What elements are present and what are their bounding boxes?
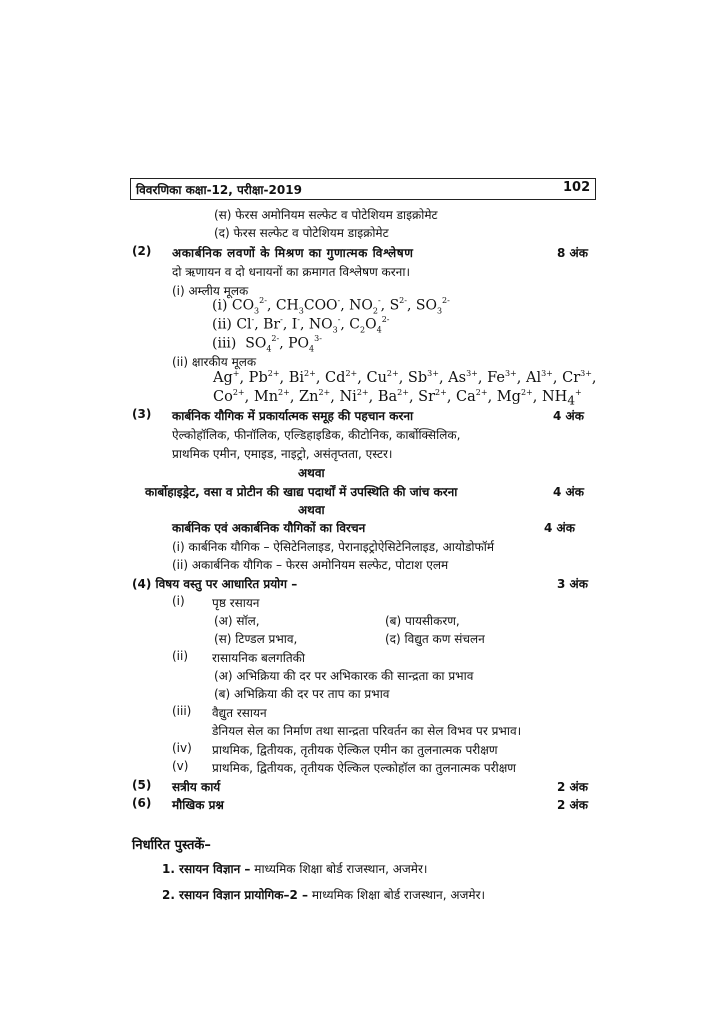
s4-i-title: पृष्ठ रसायन: [212, 596, 260, 610]
page-number: 102: [563, 180, 591, 195]
basic-radicals-line-1: Ag+, $Pb^{2+}$, $Bi^{2+}$, $Cd^{2+}$, $Cu^{2+}$, $Sb^{3+}$, $As^{3+}$, $Fe^{3+}$, $Al^{3+}$, $Cr^{3+}$,: [213, 369, 597, 386]
alt-2-marks: 4 अंक: [544, 521, 575, 535]
alt-1-marks: 4 अंक: [553, 485, 584, 499]
line-d: (द) फेरस सल्फेट व पोटेशियम डाइक्रोमेट: [214, 226, 389, 240]
section-5-title: सत्रीय कार्य: [172, 780, 221, 794]
section-3-desc-2: प्राथमिक एमीन, एमाइड, नाइट्रो, असंतृप्तता, एस्टर।: [172, 447, 393, 461]
s4-iii-number: (iii): [172, 704, 192, 718]
basic-radicals-heading: (ii) क्षारकीय मूलक: [172, 355, 257, 369]
section-6-title: मौखिक प्रश्न: [172, 798, 224, 812]
section-2-title: अकार्बनिक लवणों के मिश्रण का गुणात्मक विश्लेषण: [172, 246, 414, 260]
s4-iii-desc: डेनियल सेल का निर्माण तथा सान्द्रता परिवर्तन का सेल विभव पर प्रभाव।: [212, 724, 522, 738]
alt-2-item-ii: (ii) अकार्बनिक यौगिक – फेरस अमोनियम सल्फेट, पोटाश एलम: [172, 558, 449, 572]
book-2-publisher: माध्यमिक शिक्षा बोर्ड राजस्थान, अजमेर।: [311, 888, 486, 902]
s4-v-number: (v): [172, 759, 189, 773]
acid-radicals-line-1: (i) $CO_3^{2-}$, $CH_3COO^-$, $NO_2^-$, $S^{2-}$, $SO_3^{2-}$: [212, 296, 450, 316]
acid-radicals-heading: (i) अम्लीय मूलक: [172, 284, 249, 298]
basic-radicals-line-2: $Co^{2+}$, $Mn^{2+}$, $Zn^{2+}$, $Ni^{2+}$, $Ba^{2+}$, $Sr^{2+}$, $Ca^{2+}$, $Mg^{2+}$, $NH_4^+$: [213, 388, 582, 408]
book-1: [162, 860, 427, 877]
section-4-marks: 3 अंक: [557, 577, 588, 591]
section-5-number: (5): [132, 778, 152, 792]
section-6-number: (6): [132, 796, 152, 810]
acid-radicals-line-2: (ii) Cl-, Br-, I-, $NO_3^-$, $C_2O_4^{2-}$: [212, 315, 390, 335]
section-2-desc: दो ऋणायन व दो धनायनों का क्रमागत विश्लेषण करना।: [172, 265, 410, 279]
s4-v-text: प्राथमिक, द्वितीयक, तृतीयक ऐल्किल एल्कोहॉल का तुलनात्मक परीक्षण: [212, 761, 516, 775]
book-1-title: 1. रसायन विज्ञान –: [162, 862, 251, 876]
s4-i-d: (द) विद्युत कण संचलन: [385, 632, 485, 646]
section-3-title: कार्बनिक यौगिक में प्रकार्यात्मक समूह की पहचान करना: [172, 409, 414, 423]
s4-i-number: (i): [172, 594, 185, 608]
section-3-marks: 4 अंक: [553, 409, 584, 423]
book-1-publisher: माध्यमिक शिक्षा बोर्ड राजस्थान, अजमेर।: [254, 862, 428, 876]
section-2-number: (2): [132, 244, 152, 258]
s4-ii-title: रासायनिक बलगतिकी: [212, 651, 306, 665]
s4-i-a: (अ) सॉल,: [214, 614, 260, 628]
section-5-marks: 2 अंक: [557, 780, 588, 794]
section-3-desc-1: ऐल्कोहॉलिक, फीनॉलिक, एल्डिहाइडिक, कीटोनिक, कार्बोक्सिलिक,: [172, 428, 461, 442]
s4-ii-a: (अ) अभिक्रिया की दर पर अभिकारक की सान्द्रता का प्रभाव: [214, 669, 474, 683]
s4-ii-number: (ii): [172, 649, 189, 663]
alt-1-title: कार्बोहाइड्रेट, वसा व प्रोटीन की खाद्य पदार्थों में उपस्थिति की जांच करना: [145, 485, 458, 499]
alt-2-title: कार्बनिक एवं अकार्बनिक यौगिकों का विरचन: [172, 521, 366, 535]
s4-iv-number: (iv): [172, 741, 192, 755]
s4-ii-b: (ब) अभिक्रिया की दर पर ताप का प्रभाव: [214, 687, 390, 701]
book-2: [162, 886, 485, 903]
s4-iv-text: प्राथमिक, द्वितीयक, तृतीयक ऐल्किल एमीन का तुलनात्मक परीक्षण: [212, 743, 498, 757]
section-2-marks: 8 अंक: [557, 246, 588, 260]
s4-iii-title: वैद्युत रसायन: [212, 706, 267, 720]
s4-i-b: (ब) पायसीकरण,: [385, 614, 460, 628]
section-3-number: (3): [132, 407, 152, 421]
section-6-marks: 2 अंक: [557, 798, 588, 812]
acid-radicals-line-3: (iii) $SO_4^{2-}$, $PO_4^{3-}$: [212, 334, 322, 354]
or-separator-2: अथवा: [298, 503, 325, 517]
header-title: विवरणिका कक्षा-12, परीक्षा-2019: [136, 183, 302, 197]
s4-i-c: (स) टिण्डल प्रभाव,: [214, 632, 298, 646]
book-2-title: 2. रसायन विज्ञान प्रायोगिक–2 –: [162, 888, 309, 902]
section-4-title: (4) विषय वस्तु पर आधारित प्रयोग –: [132, 577, 298, 591]
line-s: (स) फेरस अमोनियम सल्फेट व पोटेशियम डाइक्रोमेट: [214, 208, 438, 222]
prescribed-books-heading: निर्धारित पुस्तकें–: [132, 838, 211, 853]
alt-2-item-i: (i) कार्बनिक यौगिक – ऐसिटेनिलाइड, पेरानाइट्रोऐसिटेनिलाइड, आयोडोफॉर्म: [172, 540, 495, 554]
or-separator-1: अथवा: [298, 466, 325, 480]
